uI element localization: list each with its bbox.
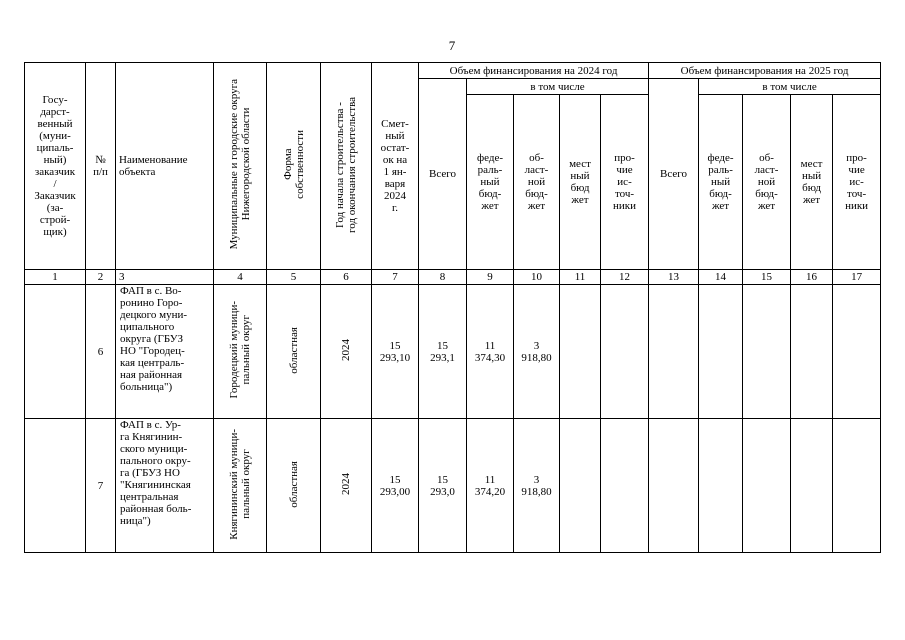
header-years: Год начала строительства - год окончания строительства: [334, 96, 358, 233]
header-object-name: Наименование объекта: [116, 63, 214, 270]
header-including-2025: в том числе: [699, 79, 881, 95]
estimate-value: 15 293,10: [372, 285, 419, 419]
column-number: 4: [214, 270, 267, 285]
financing-table: [24, 62, 881, 553]
header-federal-2024: феде- раль- ный бюд- жет: [467, 95, 514, 270]
total-2024-value: 15 293,1: [419, 285, 467, 419]
header-years-cell: [321, 63, 372, 270]
column-number: 13: [649, 270, 699, 285]
other-2024-value: [601, 419, 649, 553]
header-ownership: Форма собственности: [281, 130, 306, 199]
federal-2025-value: [699, 285, 743, 419]
year-cell: [321, 285, 372, 419]
column-number: 2: [86, 270, 116, 285]
local-2025-value: [791, 419, 833, 553]
header-estimate: Смет- ный остат- ок на 1 ян- варя 2024 г.: [372, 63, 419, 270]
estimate-value: 15 293,00: [372, 419, 419, 553]
column-number: 9: [467, 270, 514, 285]
local-2024-value: [560, 285, 601, 419]
column-number: 3: [116, 270, 214, 285]
header-regional-2025: об- ласт- ной бюд- жет: [743, 95, 791, 270]
object-name: ФАП в с. Ур- га Княгинин- ского муници- пального окру- га (ГБУЗ НО "Княгининская центральная районная боль- ница"): [116, 419, 214, 553]
regional-2025-value: [743, 419, 791, 553]
other-2024-value: [601, 285, 649, 419]
ownership-value: областная: [287, 326, 300, 374]
column-number: 17: [833, 270, 881, 285]
municipal-name: Княгининский муници- пальный округ: [228, 428, 252, 540]
table-row: [25, 419, 881, 553]
header-local-2025: мест ный бюд жет: [791, 95, 833, 270]
column-number: 1: [25, 270, 86, 285]
municipal-name: Городецкий муници- пальный округ: [228, 301, 252, 399]
header-regional-2024: об- ласт- ной бюд- жет: [514, 95, 560, 270]
header-other-2025: про- чие ис- точ- ники: [833, 95, 881, 270]
object-name: ФАП в с. Во- ронино Горо- децкого муни- ципального округа (ГБУЗ НО "Городец- кая централь- ная районная больница"): [116, 285, 214, 419]
total-2024-value: 15 293,0: [419, 419, 467, 553]
local-2024-value: [560, 419, 601, 553]
total-2025-value: [649, 285, 699, 419]
federal-2024-value: 11 374,30: [467, 285, 514, 419]
column-number: 12: [601, 270, 649, 285]
header-other-2024: про- чие ис- точ- ники: [601, 95, 649, 270]
header-local-2024: мест ный бюд жет: [560, 95, 601, 270]
other-2025-value: [833, 419, 881, 553]
column-number: 16: [791, 270, 833, 285]
header-ownership-cell: [267, 63, 321, 270]
column-number: 7: [372, 270, 419, 285]
column-number: 8: [419, 270, 467, 285]
construction-year: 2024: [340, 473, 352, 495]
column-number: 11: [560, 270, 601, 285]
customer-cell: [25, 419, 86, 553]
header-total-2025: Всего: [649, 79, 699, 270]
municipal-cell: [214, 285, 267, 419]
column-number: 15: [743, 270, 791, 285]
regional-2024-value: 3 918,80: [514, 285, 560, 419]
total-2025-value: [649, 419, 699, 553]
construction-year: 2024: [340, 339, 352, 361]
column-number: 14: [699, 270, 743, 285]
column-number: 10: [514, 270, 560, 285]
year-cell: [321, 419, 372, 553]
header-municipal: Муниципальные и городские округа Нижегородской области: [228, 79, 252, 250]
row-number: 7: [86, 419, 116, 553]
municipal-cell: [214, 419, 267, 553]
header-number: № п/п: [86, 63, 116, 270]
customer-cell: [25, 285, 86, 419]
other-2025-value: [833, 285, 881, 419]
header-municipal-cell: [214, 63, 267, 270]
regional-2025-value: [743, 285, 791, 419]
column-number-row: [25, 270, 881, 285]
header-federal-2025: феде- раль- ный бюд- жет: [699, 95, 743, 270]
row-number: 6: [86, 285, 116, 419]
ownership-cell: [267, 285, 321, 419]
table-row: [25, 285, 881, 419]
page-number: 7: [448, 38, 456, 53]
header-financing-2024: Объем финансирования на 2024 год: [419, 63, 649, 79]
regional-2024-value: 3 918,80: [514, 419, 560, 553]
header-customer: Госу- дарст- венный (муни- ципаль- ный) заказчик / Заказчик (за- строй- щик): [25, 63, 86, 270]
column-number: 5: [267, 270, 321, 285]
header-total-2024: Всего: [419, 79, 467, 270]
header-financing-2025: Объем финансирования на 2025 год: [649, 63, 881, 79]
header-including-2024: в том числе: [467, 79, 649, 95]
column-number: 6: [321, 270, 372, 285]
ownership-value: областная: [287, 460, 300, 508]
federal-2024-value: 11 374,20: [467, 419, 514, 553]
local-2025-value: [791, 285, 833, 419]
ownership-cell: [267, 419, 321, 553]
federal-2025-value: [699, 419, 743, 553]
